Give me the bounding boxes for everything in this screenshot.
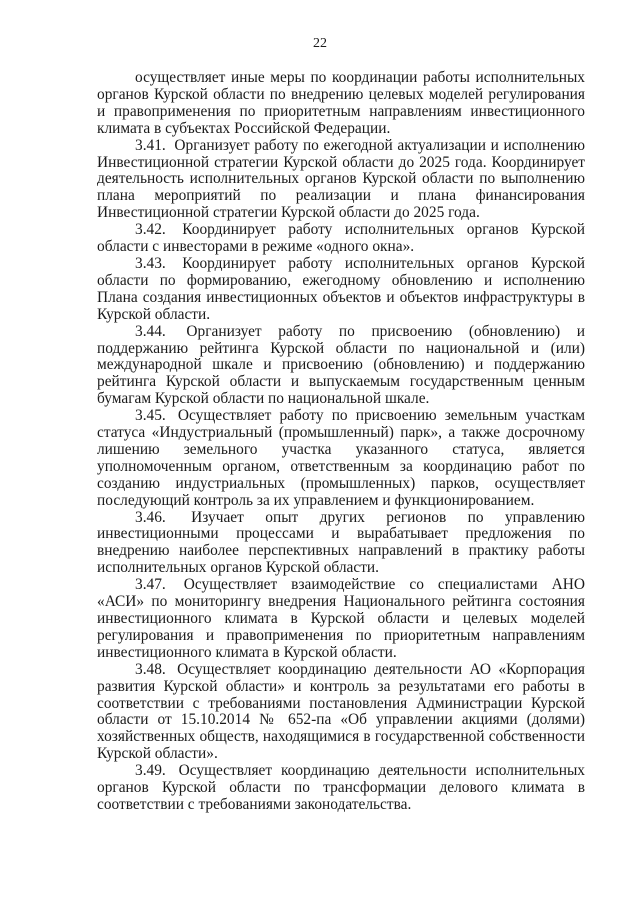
paragraph-text: Осуществляет работу по присвоению земельным участкам статуса «Индустриальный (промышленный) парк», а также досрочному лишению земельного участка указанного статуса, является уполномоченным органом, ответственным за координацию работ по созданию индустриальных (промышленных) парков, осуществляет последующий контроль за их управлением и функционированием. <box>97 407 585 509</box>
paragraph-text: Организует работу по ежегодной актуализации и исполнению Инвестиционной стратегии Курской области до 2025 года. Координирует деятельность исполнительных органов Курской области по выполнению плана мероприятий по реализации и плана финансирования Инвестиционной стратегии Курской области до 2025 года. <box>97 136 585 222</box>
paragraph-text: Организует работу по присвоению (обновлению) и поддержанию рейтинга Курской области по национальной и (или) международной шкале и присвоению (обновлению) и поддержанию рейтинга Курской области и выпускаемым государственным ценным бумагам Курской области по национальной шкале. <box>97 322 585 408</box>
paragraph-text: Осуществляет координацию деятельности АО «Корпорация развития Курской области» и контроль за результатами его работы в соответствии с требованиями постановления Администрации Курской области от 15.10.2014 № 652-па «Об управлении акциями (долями) хозяйственных обществ, находящимися в государственной собственности Курской области». <box>97 660 585 763</box>
paragraph-3-47 <box>97 577 585 662</box>
paragraph-text: Координирует работу исполнительных органов Курской области с инвесторами в режиме «одного окна». <box>97 221 585 256</box>
paragraph-number: 3.48. <box>135 660 166 678</box>
paragraph-number: 3.47. <box>135 576 166 594</box>
paragraph-3-43 <box>97 256 585 324</box>
paragraph-3-46 <box>97 510 585 578</box>
paragraph-text: Координирует работу исполнительных органов Курской области по формированию, ежегодному обновлению и исполнению Плана создания инвестиционных объектов и объектов инфраструктуры в Курской области. <box>97 254 585 323</box>
paragraph-number: 3.43. <box>135 254 166 272</box>
paragraph-3-48 <box>97 662 585 763</box>
paragraph-number: 3.41. <box>135 136 166 154</box>
paragraph-3-49 <box>97 763 585 814</box>
paragraph-number: 3.45. <box>135 407 166 425</box>
paragraph-text: Изучает опыт других регионов по управлению инвестиционными процессами и вырабатывает предложения по внедрению наиболее перспективных направлений в практику работы исполнительных органов Курской области. <box>97 508 585 577</box>
paragraph-continuation <box>97 70 585 138</box>
paragraph-text: Осуществляет взаимодействие со специалистами АНО «АСИ» по мониторингу внедрения Национального рейтинга состояния инвестиционного климата в Курской области и целевых моделей регулирования и правоприменения по приоритетным направлениям инвестиционного климата в Курской области. <box>97 576 585 661</box>
document-body <box>97 70 585 814</box>
paragraph-number: 3.42. <box>135 221 166 239</box>
paragraph-text: Осуществляет координацию деятельности исполнительных органов Курской области по трансформации делового климата в соответствии с требованиями законодательства. <box>97 762 585 813</box>
paragraph-number: 3.46. <box>135 508 166 526</box>
paragraph-number: 3.49. <box>135 762 166 780</box>
paragraph-number: 3.44. <box>135 322 166 340</box>
paragraph-text: осуществляет иные меры по координации работы исполнительных органов Курской области по внедрению целевых моделей регулирования и правоприменения по приоритетным направлениям инвестиционного климата в субъектах Российской Федерации. <box>97 69 585 137</box>
paragraph-3-41 <box>97 138 585 223</box>
paragraph-3-44 <box>97 324 585 409</box>
paragraph-3-45 <box>97 408 585 509</box>
page-number: 22 <box>313 36 327 51</box>
paragraph-3-42 <box>97 222 585 256</box>
